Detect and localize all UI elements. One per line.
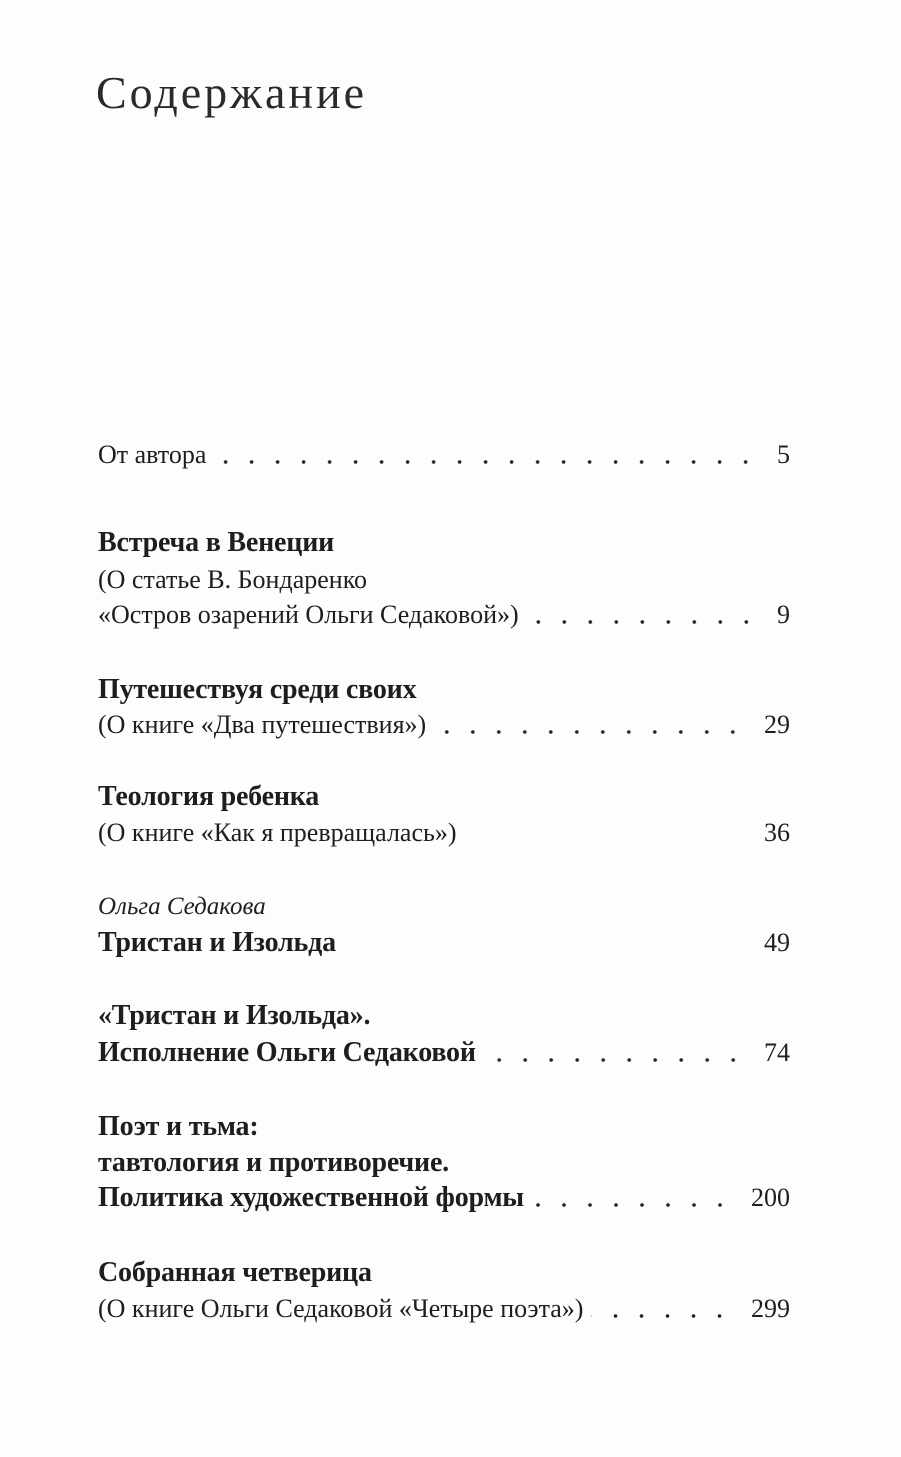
toc-entry-ot-avtora[interactable] bbox=[98, 437, 790, 473]
entry-title: тавтология и противоречие. bbox=[98, 1147, 449, 1178]
entry-title: Политика художественной формы bbox=[98, 1182, 524, 1213]
entry-subtitle: (О книге Ольги Седаковой «Четыре поэта») bbox=[98, 1294, 584, 1323]
toc-entry-heading[interactable] bbox=[98, 925, 790, 961]
toc-entry-heading[interactable] bbox=[98, 1035, 790, 1071]
entry-title: Встреча в Венеции bbox=[98, 527, 335, 558]
entry-subtitle: (О книге «Два путешествия») bbox=[98, 710, 427, 739]
entry-title: От автора bbox=[98, 440, 207, 469]
toc-entry-heading[interactable] bbox=[98, 779, 790, 815]
entry-subtitle: (О книге «Как я превращалась») bbox=[98, 818, 457, 847]
dot-leader bbox=[434, 728, 746, 736]
page-number: 36 bbox=[764, 818, 790, 847]
dot-leader bbox=[527, 618, 759, 626]
page-number: 299 bbox=[751, 1294, 790, 1323]
toc-entry-subtitle[interactable] bbox=[98, 707, 790, 743]
dot-leader bbox=[484, 1056, 746, 1064]
entry-title: Тристан и Изольда bbox=[98, 927, 336, 958]
toc-entry-author bbox=[98, 889, 790, 925]
dot-leader bbox=[591, 1312, 733, 1320]
toc-entry-heading[interactable] bbox=[98, 1180, 790, 1216]
dot-leader bbox=[532, 1201, 733, 1209]
toc-entry-subtitle[interactable] bbox=[98, 597, 790, 633]
toc-entry-heading[interactable] bbox=[98, 1109, 790, 1145]
toc-entry-subtitle[interactable] bbox=[98, 815, 790, 851]
toc-entry-heading[interactable] bbox=[98, 525, 790, 561]
page-number: 200 bbox=[751, 1183, 790, 1212]
page-number: 49 bbox=[764, 928, 790, 957]
toc-entry-heading[interactable] bbox=[98, 1145, 790, 1181]
dot-leader bbox=[344, 946, 746, 954]
toc-entry-subtitle bbox=[98, 562, 790, 598]
page-number: 29 bbox=[764, 710, 790, 739]
toc-entry-heading[interactable] bbox=[98, 672, 790, 708]
toc-entry-subtitle[interactable] bbox=[98, 1291, 790, 1327]
entry-title: «Тристан и Изольда». bbox=[98, 1000, 371, 1031]
entry-subtitle: «Остров озарений Ольги Седаковой») bbox=[98, 600, 519, 629]
page-number: 5 bbox=[777, 440, 790, 469]
entry-title: Собранная четверица bbox=[98, 1257, 372, 1288]
entry-title: Путешествуя среди своих bbox=[98, 674, 417, 705]
entry-author: Ольга Седакова bbox=[98, 893, 266, 920]
page-number: 74 bbox=[764, 1038, 790, 1067]
entry-title: Теология ребенка bbox=[98, 781, 320, 812]
entry-title: Поэт и тьма: bbox=[98, 1111, 259, 1142]
page-title: Содержание bbox=[96, 67, 368, 118]
dot-leader bbox=[214, 458, 759, 466]
toc-entry-heading[interactable] bbox=[98, 998, 790, 1034]
toc-entry-heading[interactable] bbox=[98, 1255, 790, 1291]
page-number: 9 bbox=[777, 600, 790, 629]
entry-title: Исполнение Ольги Седаковой bbox=[98, 1037, 476, 1068]
dot-leader bbox=[465, 836, 746, 844]
entry-subtitle: (О статье В. Бондаренко bbox=[98, 565, 368, 594]
